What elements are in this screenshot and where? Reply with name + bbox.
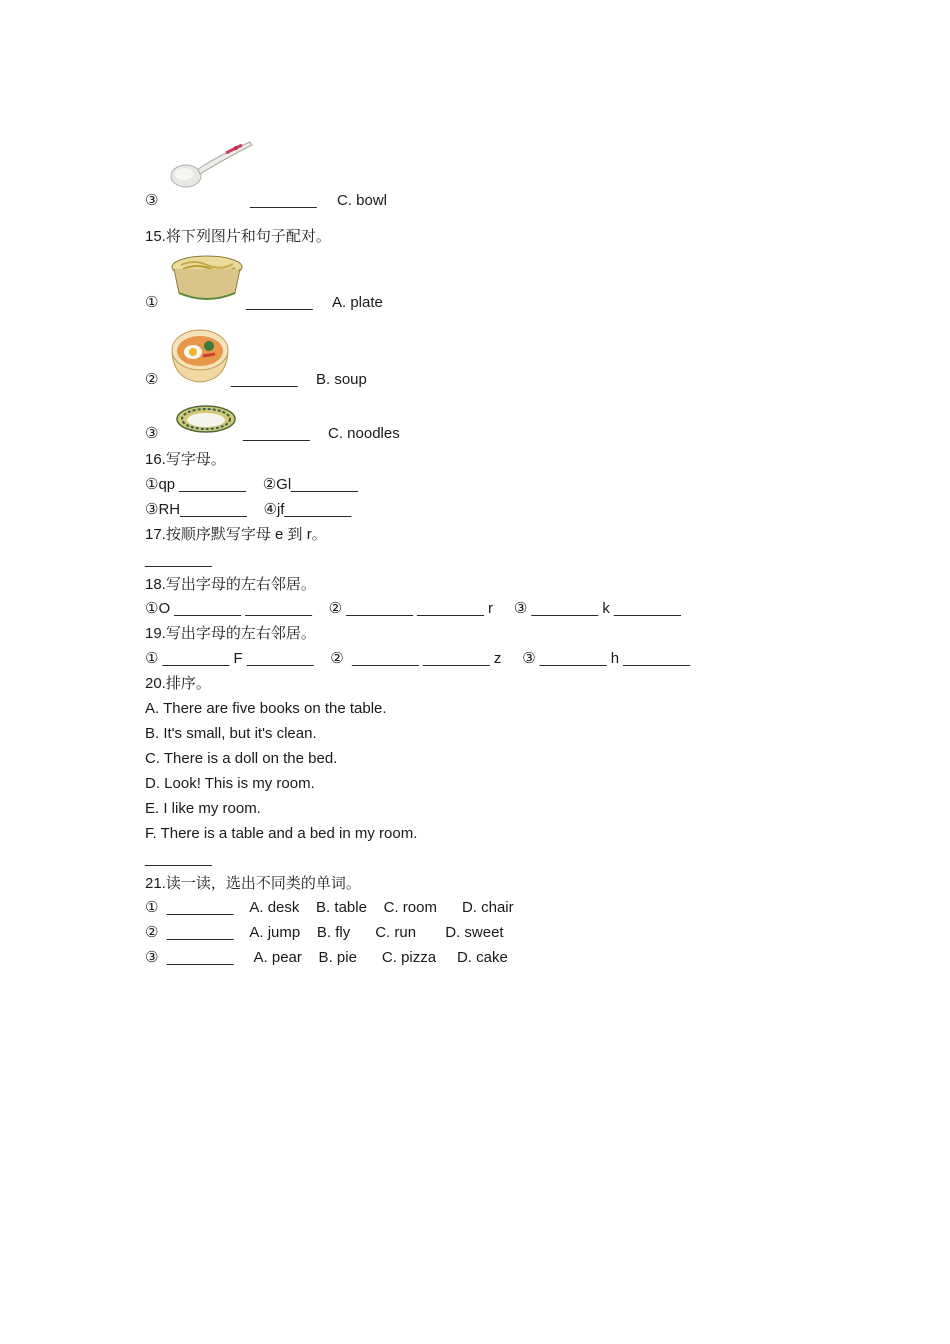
q14-row3 bbox=[145, 192, 388, 210]
q15-row1 bbox=[145, 294, 383, 312]
option-label: B. soup bbox=[316, 371, 367, 388]
row-number: ① bbox=[145, 294, 159, 311]
q21-line3[interactable]: ③ ________ A. pear B. pie C. pizza D. cake bbox=[145, 949, 508, 966]
answer-blank[interactable]: ________ bbox=[231, 371, 298, 388]
q16-line2[interactable]: ③RH________ ④jf________ bbox=[145, 501, 352, 518]
q21-title: 21.读一读，选出不同类的单词。 bbox=[145, 875, 361, 892]
q15-row2 bbox=[145, 371, 367, 389]
q18-title: 18.写出字母的左右邻居。 bbox=[145, 576, 316, 593]
option-label: C. noodles bbox=[328, 425, 400, 442]
row-number: ② bbox=[145, 371, 159, 388]
q20-item-b: B. It's small, but it's clean. bbox=[145, 725, 317, 742]
q15-row3 bbox=[145, 425, 400, 443]
q19-line[interactable]: ① ________ F ________ ② ________ ________ z ③ ________ h ________ bbox=[145, 650, 690, 667]
q20-item-e: E. I like my room. bbox=[145, 800, 261, 817]
q20-item-a: A. There are five books on the table. bbox=[145, 700, 387, 717]
q20-title: 20.排序。 bbox=[145, 675, 211, 692]
row-number: ③ bbox=[145, 425, 159, 442]
q20-item-f: F. There is a table and a bed in my room. bbox=[145, 825, 418, 842]
row-number: ③ bbox=[145, 192, 159, 209]
q21-line1[interactable]: ① ________ A. desk B. table C. room D. chair bbox=[145, 899, 514, 916]
option-label: A. plate bbox=[332, 294, 383, 311]
q20-item-d: D. Look! This is my room. bbox=[145, 775, 315, 792]
spoon-image bbox=[166, 136, 256, 192]
q17-title: 17.按顺序默写字母 e 到 r。 bbox=[145, 526, 327, 543]
answer-blank[interactable]: ________ bbox=[246, 294, 313, 311]
soup-image bbox=[169, 326, 231, 386]
answer-blank[interactable]: ________ bbox=[243, 425, 310, 442]
q15-title: 15.将下列图片和句子配对。 bbox=[145, 228, 331, 245]
q19-title: 19.写出字母的左右邻居。 bbox=[145, 625, 316, 642]
option-label: C. bowl bbox=[337, 192, 388, 209]
q20-answer-blank[interactable]: ________ bbox=[145, 850, 212, 867]
q17-answer-blank[interactable]: ________ bbox=[145, 551, 212, 568]
answer-blank[interactable]: ________ bbox=[250, 192, 317, 209]
q16-line1[interactable]: ①qp ________ ②Gl________ bbox=[145, 476, 358, 493]
q18-line[interactable]: ①O ________ ________ ② ________ ________ r ③ ________ k ________ bbox=[145, 600, 681, 617]
q16-title: 16.写字母。 bbox=[145, 451, 226, 468]
noodles-image bbox=[169, 253, 245, 309]
q21-line2[interactable]: ② ________ A. jump B. fly C. run D. sweet bbox=[145, 924, 504, 941]
plate-image bbox=[175, 403, 237, 435]
q20-item-c: C. There is a doll on the bed. bbox=[145, 750, 338, 767]
